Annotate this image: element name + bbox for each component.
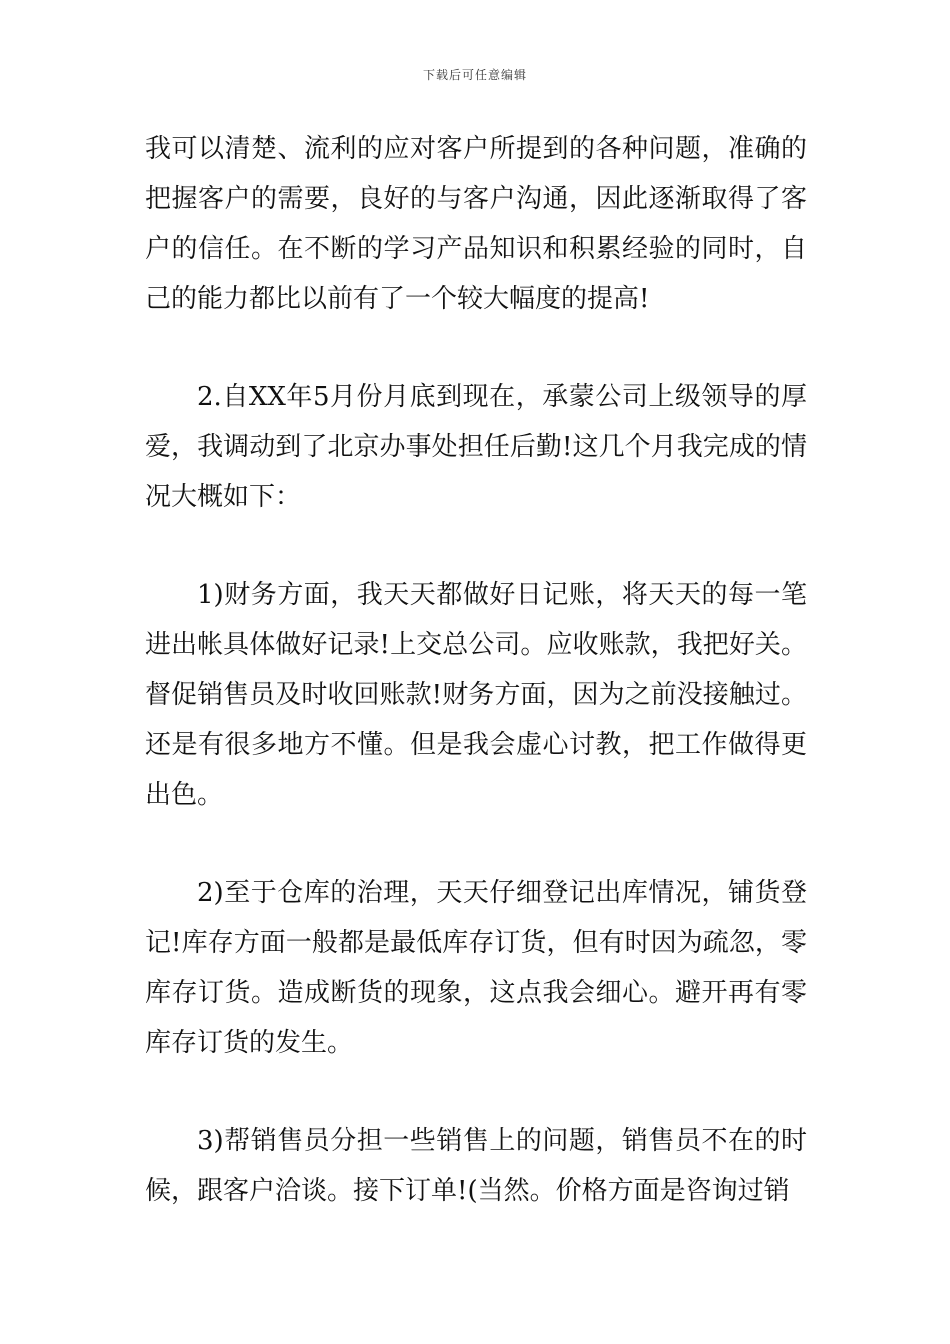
paragraph-item-3: 3)帮销售员分担一些销售上的问题，销售员不在的时候，跟客户洽谈。接下订单!(当然。价格方面是咨询过销 <box>145 1126 807 1206</box>
paragraph-gap <box>145 324 807 372</box>
paragraph-gap <box>145 522 807 570</box>
header-note: 下载后可任意编辑 <box>422 68 527 82</box>
paragraph-gap <box>145 1068 807 1116</box>
document-body <box>145 124 807 1216</box>
paragraph-item-1: 1)财务方面，我天天都做好日记账，将天天的每一笔进出帐具体做好记录!上交总公司。应收账款，我把好关。督促销售员及时收回账款!财务方面，因为之前没接触过。还是有很多地方不懂。但是我会虚心讨教，把工作做得更出色。 <box>145 580 807 810</box>
paragraph-item-2: 2)至于仓库的治理，天天仔细登记出库情况，铺货登记!库存方面一般都是最低库存订货，但有时因为疏忽，零库存订货。造成断货的现象，这点我会细心。避开再有零库存订货的发生。 <box>145 878 807 1058</box>
paragraph-gap <box>145 820 807 868</box>
paragraph-continuation: 我可以清楚、流利的应对客户所提到的各种问题，准确的把握客户的需要，良好的与客户沟通，因此逐渐取得了客户的信任。在不断的学习产品知识和积累经验的同时，自己的能力都比以前有了一个较大幅度的提高! <box>145 134 807 314</box>
paragraph-section-2: 2.自XX年5月份月底到现在，承蒙公司上级领导的厚爱，我调动到了北京办事处担任后勤!这几个月我完成的情况大概如下： <box>145 382 807 512</box>
